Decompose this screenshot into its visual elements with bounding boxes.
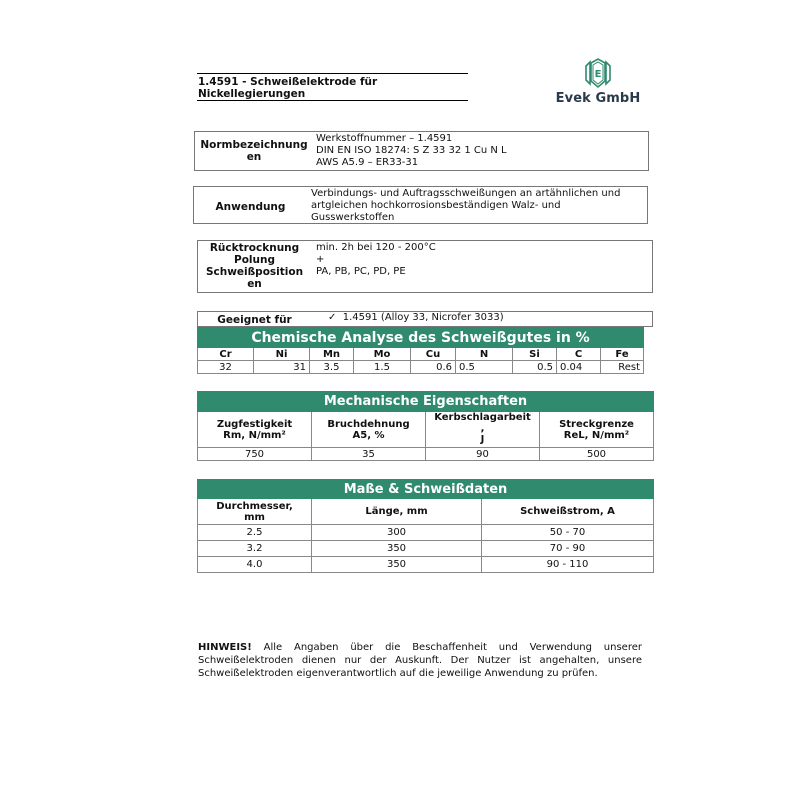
dims-current: 70 - 90: [482, 541, 654, 557]
anwendung-label: Anwendung: [215, 201, 286, 213]
norm-label: Normbezeichnung en: [200, 139, 308, 163]
geeignet-box: [197, 311, 653, 327]
chem-value-c: 0.04: [557, 361, 601, 374]
chem-table: [197, 327, 644, 374]
chem-value-si: 0.5: [513, 361, 557, 374]
dims-current: 50 - 70: [482, 525, 654, 541]
mech-value-impact: 90: [426, 448, 540, 461]
param-label-position-cont: en: [247, 278, 262, 290]
chem-header-mn: Mn: [310, 348, 354, 361]
chem-value-mo: 1.5: [354, 361, 411, 374]
chem-header-si: Si: [513, 348, 557, 361]
dims-length: 350: [312, 541, 482, 557]
chem-header-mo: Mo: [354, 348, 411, 361]
mech-title: Mechanische Eigenschaften: [198, 392, 654, 412]
geeignet-value-row: [328, 312, 504, 324]
dims-header-length: Länge, mm: [312, 499, 482, 525]
mech-header-tensile: Zugfestigkeit Rm, N/mm²: [198, 412, 312, 448]
chem-header-n: N: [456, 348, 513, 361]
mech-header-elongation: Bruchdehnung A5, %: [312, 412, 426, 448]
document-title: [197, 73, 468, 101]
chem-header-cu: Cu: [411, 348, 456, 361]
chem-header-c: C: [557, 348, 601, 361]
checkmark-icon: ✓: [328, 312, 337, 323]
anwendung-text: Verbindungs- und Auftragsschweißungen an artähnlichen und artgleichen hochkorrosionsbeständigen Walz- und Gusswerkstoffen: [311, 188, 621, 223]
param-label-position: Schweißposition: [205, 266, 304, 278]
chem-header-fe: Fe: [601, 348, 644, 361]
mech-header-yield: Streckgrenze ReL, N/mm²: [540, 412, 654, 448]
table-row: [198, 525, 654, 541]
company-name: Evek GmbH: [555, 91, 641, 106]
params-values: [316, 242, 436, 278]
geeignet-value: 1.4591 (Alloy 33, Nicrofer 3033): [342, 312, 504, 323]
chem-value-cu: 0.6: [411, 361, 456, 374]
dims-diameter: 2.5: [198, 525, 312, 541]
param-label-polarity: Polung: [234, 254, 275, 266]
param-value-position: PA, PB, PC, PD, PE: [316, 266, 406, 277]
dims-current: 90 - 110: [482, 557, 654, 573]
chem-value-fe: Rest: [601, 361, 644, 374]
anwendung-box: [193, 186, 648, 224]
dims-length: 300: [312, 525, 482, 541]
mech-value-tensile: 750: [198, 448, 312, 461]
mech-table: [197, 391, 654, 461]
note-label: HINWEIS!: [198, 642, 252, 653]
dims-length: 350: [312, 557, 482, 573]
chem-header-cr: Cr: [198, 348, 254, 361]
chem-header-ni: Ni: [254, 348, 310, 361]
chem-value-n: 0.5: [456, 361, 513, 374]
dims-header-current: Schweißstrom, A: [482, 499, 654, 525]
params-box: [197, 240, 653, 293]
disclaimer-note: [198, 641, 642, 680]
shield-e-logo-icon: [581, 56, 615, 90]
chem-title: Chemische Analyse des Schweißgutes in %: [198, 328, 644, 348]
dims-title: Maße & Schweißdaten: [198, 480, 654, 499]
params-labels: [198, 242, 311, 290]
param-value-polarity: +: [316, 254, 325, 265]
chem-value-cr: 32: [198, 361, 254, 374]
mech-header-impact: Kerbschlagarbeit , J: [426, 412, 540, 448]
dims-diameter: 3.2: [198, 541, 312, 557]
norm-value-1: Werkstoffnummer – 1.4591: [316, 133, 453, 144]
norm-values: [316, 133, 507, 169]
dims-header-diameter: Durchmesser, mm: [198, 499, 312, 525]
chem-value-mn: 3.5: [310, 361, 354, 374]
dims-diameter: 4.0: [198, 557, 312, 573]
param-label-drying: Rücktrocknung: [209, 242, 300, 254]
mech-value-yield: 500: [540, 448, 654, 461]
param-value-drying: min. 2h bei 120 - 200°C: [316, 242, 436, 253]
company-logo: [555, 56, 641, 108]
table-row: [198, 541, 654, 557]
dims-table: [197, 479, 654, 573]
norm-box: [194, 131, 649, 171]
svg-text:E: E: [594, 69, 602, 80]
norm-value-2: DIN EN ISO 18274: S Z 33 32 1 Cu N L: [316, 145, 507, 156]
note-text: Alle Angaben über die Beschaffenheit und Verwendung unserer Schweißelektroden dienen nur der Auskunft. Der Nutzer ist angehalten, unsere Schweißelektroden eigenverantwortlich auf die jeweilige Anwendung zu prüfen.: [198, 642, 642, 679]
mech-value-elongation: 35: [312, 448, 426, 461]
chem-value-ni: 31: [254, 361, 310, 374]
table-row: [198, 557, 654, 573]
norm-value-3: AWS A5.9 – ER33-31: [316, 157, 419, 168]
title-line-1: 1.4591 - Schweißelektrode für: [198, 76, 378, 88]
geeignet-label: Geeignet für: [217, 314, 292, 326]
title-line-2: Nickellegierungen: [198, 88, 306, 100]
